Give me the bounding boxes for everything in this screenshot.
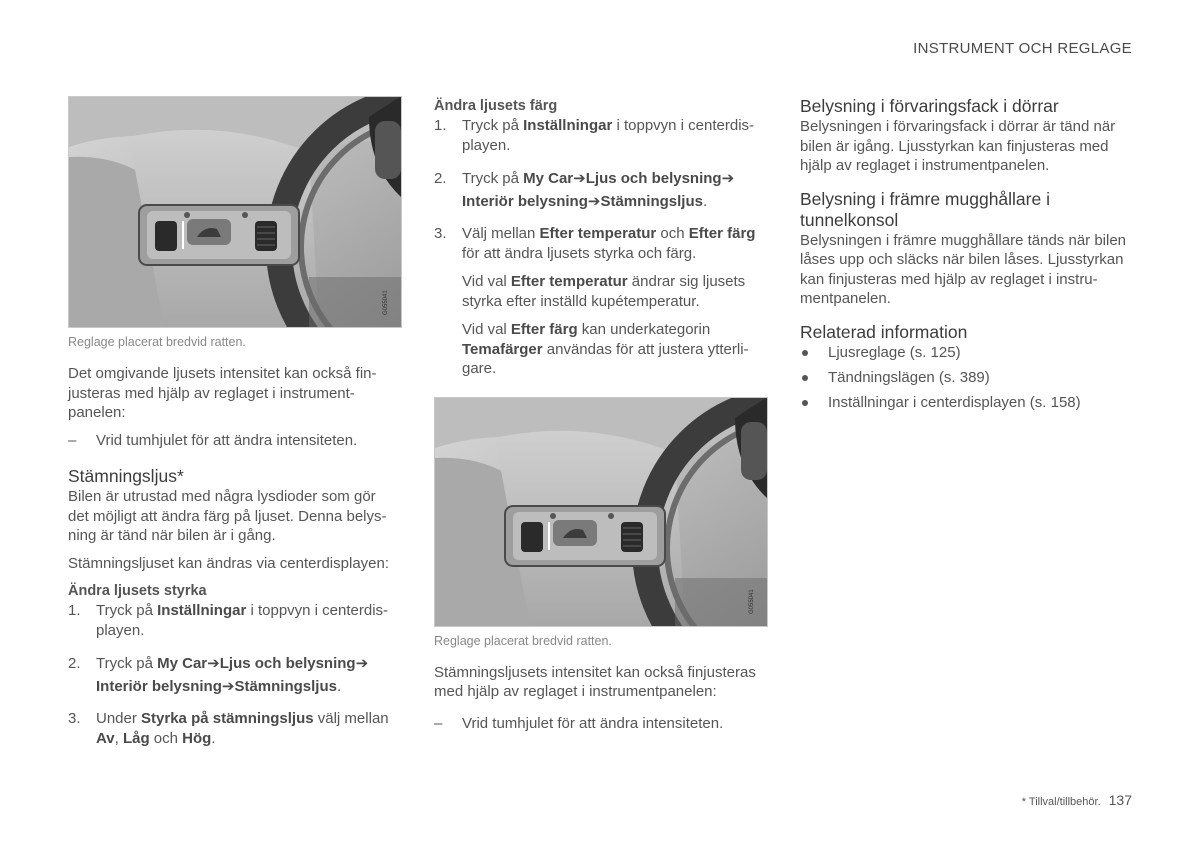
after-line-1: Stämningsljusets intensitet kan också finjusteras (434, 663, 756, 681)
arrow-icon: ➔ (221, 678, 235, 695)
note-color: Vid val Efter färg kan underkategorin Temafärger användas för att justera ytterli- gare. (462, 321, 749, 377)
cup-line-4: mentpanelen. (800, 290, 891, 307)
figure-caption: Reglage placerat bredvid ratten. (434, 633, 612, 648)
step-1: 1. Tryck på Inställningar i toppvyn i centerdis- playen. (434, 117, 755, 154)
cup-line-3: kan finjusteras med hjälp av reglaget i instru- (800, 270, 1098, 288)
bullet-icon (802, 375, 808, 381)
arrow-icon: ➔ (587, 193, 601, 210)
footnote: * Tillval/tillbehör. (1021, 796, 1101, 808)
strength-subheading: Ändra ljusets styrka (68, 583, 207, 599)
step-2: 2. Tryck på My Car➔Ljus och belysning➔ Interiör belysning➔Stämningsljus. (68, 655, 369, 695)
color-subheading: Ändra ljusets färg (434, 98, 558, 114)
color-steps (434, 116, 768, 264)
mood-p1-line-1: Bilen är utrustad med några lysdioder som gör (68, 488, 376, 505)
step-2: 2. Tryck på My Car➔Ljus och belysning➔ Interiör belysning➔Stämningsljus. (434, 170, 735, 210)
step-1: 1. Tryck på Inställningar i toppvyn i centerdis- playen. (68, 602, 389, 639)
intro-line-3: panelen: (68, 404, 126, 421)
arrow-icon: ➔ (721, 170, 735, 187)
door-heading: Belysning i förvaringsfack i dörrar (800, 96, 1059, 116)
dashboard-photo (434, 397, 768, 627)
note-temperature: Vid val Efter temperatur ändrar sig ljusets styrka efter inställd kupétemperatur. (462, 273, 746, 310)
intro-line-2: justeras med hjälp av reglaget i instrument- (68, 384, 355, 402)
mood-heading: Stämningsljus* (68, 466, 184, 486)
dash-item: – Vrid tumhjulet för att ändra intensiteten. (68, 431, 358, 449)
column-middle (434, 96, 768, 733)
dashboard-photo (68, 96, 402, 328)
intro-line-1: Det omgivande ljusets intensitet kan också fin- (68, 365, 377, 382)
related-link[interactable]: Inställningar i centerdisplayen (s. 158) (800, 393, 1130, 413)
bullet-icon (802, 400, 808, 406)
figure-code: G055041 (749, 588, 755, 614)
related-link[interactable]: Ljusreglage (s. 125) (800, 343, 1130, 363)
page-number: 137 (1108, 792, 1132, 808)
strength-steps (68, 601, 402, 749)
related-link[interactable]: Tändningslägen (s. 389) (800, 368, 1130, 388)
cup-line-1: Belysningen i främre mugghållare tänds när bilen (800, 231, 1127, 249)
bullet-icon (802, 350, 808, 356)
cup-line-2: låses upp och släcks när bilen låses. Ljusstyrkan (800, 251, 1124, 268)
arrow-icon: ➔ (573, 170, 586, 187)
related-heading: Relaterad information (800, 321, 968, 342)
door-line-1: Belysningen i förvaringsfack i dörrar är tänd när (800, 118, 1116, 135)
related-list (800, 343, 1130, 413)
step-3: 3. Under Styrka på stämningsljus välj mellan Av, Låg och Hög. (68, 710, 389, 747)
page-footer (1022, 792, 1132, 808)
step-3: 3. Välj mellan Efter temperatur och Efter färg för att ändra ljusets styrka och färg. (434, 225, 756, 262)
mood-p1-line-2: det möjligt att ändra färg på ljuset. Denna belys- (68, 507, 387, 525)
cup-heading-line-1: Belysning i främre mugghållare i (800, 188, 1050, 209)
column-right (800, 96, 1130, 418)
section-title: INSTRUMENT OCH REGLAGE (913, 40, 1132, 57)
figure-caption: Reglage placerat bredvid ratten. (68, 335, 246, 349)
column-left (68, 96, 402, 760)
figure-code: G055041 (383, 290, 389, 315)
mood-p1-line-3: ning är tänd när bilen är i gång. (68, 527, 276, 544)
door-line-3: hjälp av reglaget i instrumentpanelen. (800, 157, 1050, 174)
dash-item: – Vrid tumhjulet för att ändra intensiteten. (434, 714, 724, 732)
after-line-2: med hjälp av reglaget i instrumentpanelen: (434, 683, 717, 700)
arrow-icon: ➔ (355, 655, 369, 672)
door-line-2: bilen är igång. Ljusstyrkan kan finjusteras med (800, 137, 1109, 155)
mood-p2: Stämningsljuset kan ändras via centerdisplayen: (68, 554, 390, 572)
cup-heading-line-2: tunnelkonsol (800, 209, 899, 230)
arrow-icon: ➔ (207, 655, 220, 672)
